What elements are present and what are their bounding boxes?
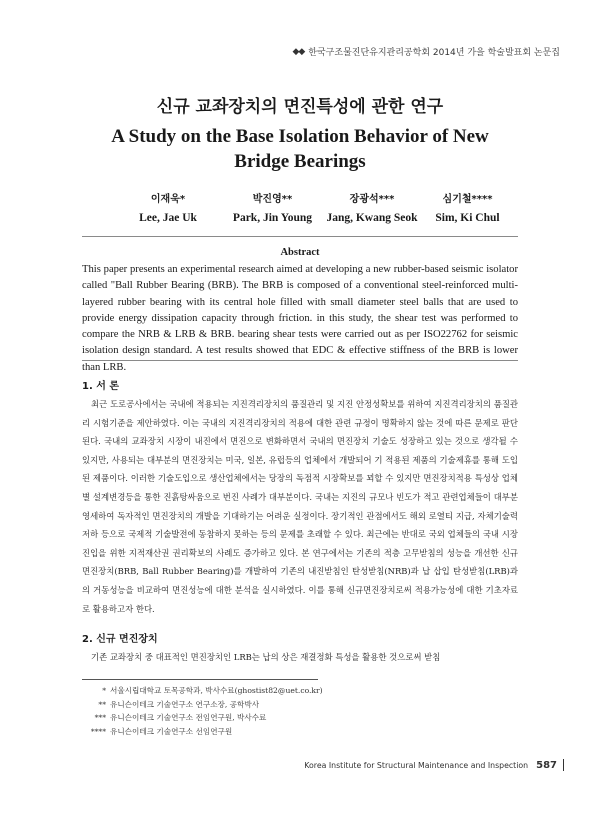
author-name-ko: 장광석*** (349, 194, 395, 205)
author-name-en: Jang, Kwang Seok (326, 212, 418, 224)
running-header (292, 45, 560, 58)
section-2-heading: 2. 신규 면진장치 (82, 634, 158, 645)
footnote (82, 725, 323, 739)
section-1-body: 최근 도로공사에서는 국내에 적용되는 지진격리장치의 품질관리 및 지진 안정성확보를 위하여 지진격리장치의 품질관리 시험기준을 제안하였다. 이는 국내의 지진격리장치의 적용에 대한 관련 규정이 명확하지 않는 것에 따른 문제로 판단된다. 국내의 교좌장치 시장이 내진에서 면진으로 변화하면서 국내의 면진장치 기술도 성장하고 있는 것으로 생각될 수 있지만, 사용되는 대부분의 면진장치는 미국, 일본, 유럽등의 업체에서 개발되어 기 적용된 제품의 기술제휴를 통해 도입된 제품이다. 이러한 기술도입으로 생산업체에서는 당장의 독점적 시장확보를 꾀할 수 있지만 면진장치적용 특성상 업체별 설계변경등을 통한 진흙탕싸움으로 번진 사례가 대부분이다. 국내는 지진의 규모나 빈도가 적고 관련업체들이 대부분 영세하여 독자적인 면진장치의 개발을 기대하기는 어려운 실정이다. 장기적인 관점에서도 해외 로열티 지급, 자체기술력저하 등으로 국제적 기술발전에 동참하지 못하는 등의 문제를 초래할 수 있다. 최근에는 반대로 국외 업체들의 국내 시장진입을 위한 지적재산권 권리확보의 사례도 증가하고 있다. 본 연구에서는 기존의 적층 고무받침의 성능을 개선한 신규 면진장치(BRB, Ball Rubber Bearing)를 개발하여 기존의 내진받침인 탄성받침(NRB)과 납 삽입 탄성받침(LRB)과의 거동성능을 비교하여 면진성능에 대한 분석을 실시하였다. 이를 통해 신규면진장치로써 적용가능성에 대한 기초자료로 활용하고자 한다. (82, 399, 518, 614)
header-text: 한국구조물진단유지관리공학회 2014년 가을 학술발표회 논문집 (308, 48, 560, 58)
footnote-divider (82, 679, 318, 680)
footnote-text: 서울시립대학교 토목공학과, 박사수료(ghostist82@uet.co.kr) (110, 686, 323, 695)
footer-bar (563, 759, 564, 771)
divider-top (82, 236, 518, 237)
author-2 (224, 190, 321, 224)
author-list (112, 190, 512, 224)
abstract-text: This paper presents an experimental research aimed at developing a new rubber-based seismic isolator called "Ball Rubber Bearing (BRB). The BRB is composed of a conventional steel-reinforced multi-layered rubber bearing with its central hole filled with small diameter steel balls that are used to provide energy dissipation capacity through friction. in this study, the shear test was performed to compare the NRB & LRB & BRB. bearing shear tests were carried out as per ISO22762 for seismic isolation design standard. A test results showed that EDC & effective stiffness of the BRB is lower than LRB. (82, 264, 518, 373)
author-3 (321, 190, 423, 224)
author-name-ko: 이재욱* (150, 194, 186, 205)
footnote-mark: ** (98, 699, 106, 709)
footnote (82, 684, 323, 698)
section-1-heading: 1. 서 론 (82, 381, 120, 392)
footnote-text: 유니슨이테크 기술연구소 선임연구원 (110, 727, 233, 737)
divider-abstract-end (82, 360, 518, 361)
footnote-mark: *** (94, 713, 106, 723)
footnote-text: 유니슨이테크 기술연구소 연구소장, 공학박사 (110, 699, 260, 709)
author-name-en: Sim, Ki Chul (435, 212, 500, 224)
footnote-mark: **** (90, 727, 106, 737)
author-name-en: Park, Jin Young (232, 212, 313, 224)
title-english: A Study on the Base Isolation Behavior of New Bridge Bearings (111, 126, 489, 172)
author-1 (112, 190, 224, 224)
author-name-ko: 심기철**** (442, 194, 493, 205)
page-number: 587 (536, 759, 557, 771)
footnote (82, 698, 323, 712)
footnotes (82, 684, 323, 739)
author-name-en: Lee, Jae Uk (139, 212, 197, 224)
section-2-body: 기존 교좌장치 중 대표적인 면진장치인 LRB는 납의 상은 재결정화 특성을 활용한 것으로써 받침 (91, 652, 441, 662)
footnote-mark: * (102, 686, 106, 695)
abstract-title: Abstract (280, 247, 320, 258)
footer-organization: Korea Institute for Structural Maintenance and Inspection (304, 760, 529, 770)
header-diamond-icon: ◆◆ (292, 46, 305, 57)
footnote (82, 711, 323, 725)
author-name-ko: 박진영** (252, 194, 293, 205)
author-4 (423, 190, 512, 224)
title-korean: 신규 교좌장치의 면진특성에 관한 연구 (156, 97, 444, 117)
page-footer (304, 759, 564, 771)
footnote-text: 유니슨이테크 기술연구소 전임연구원, 박사수료 (110, 713, 267, 723)
